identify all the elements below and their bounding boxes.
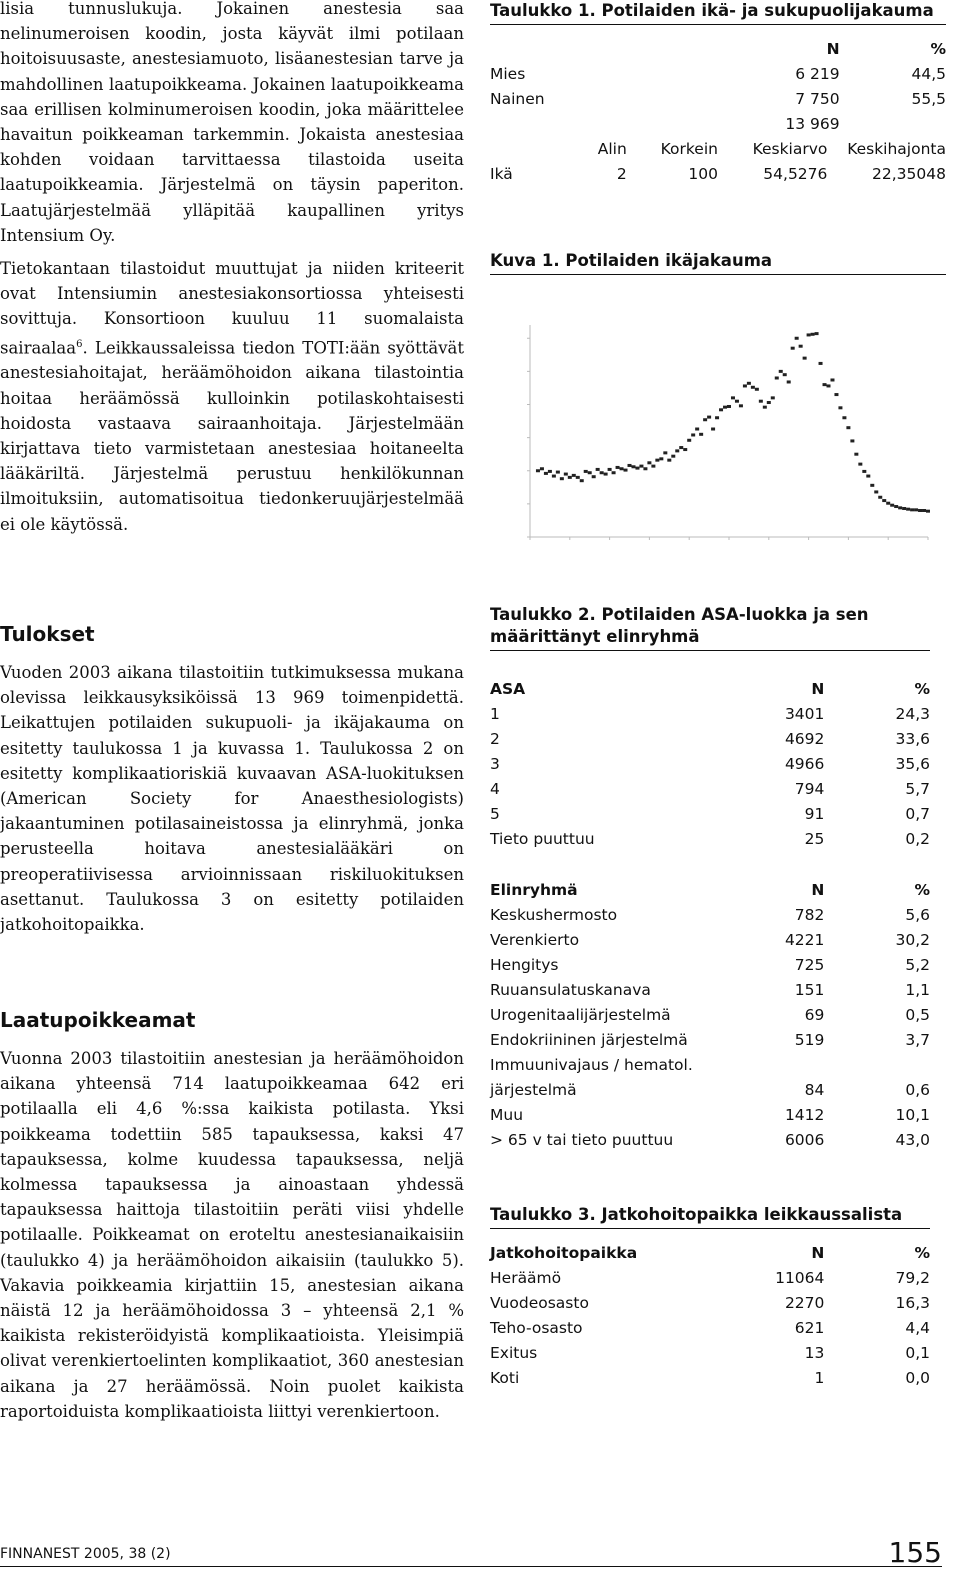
data-point	[902, 507, 906, 510]
data-point	[635, 467, 639, 470]
elin-cell-label: Hengitys	[490, 956, 559, 974]
data-point	[783, 373, 787, 376]
t3-cell-n: 1	[814, 1369, 825, 1387]
elin-cell-pct: 5,2	[905, 956, 930, 974]
cell-max: 100	[688, 165, 718, 183]
t3-cell-pct: 79,2	[895, 1269, 930, 1287]
data-point	[536, 469, 540, 472]
elin-cell-n: 782	[794, 906, 825, 924]
data-point	[643, 467, 647, 470]
data-point	[739, 404, 743, 407]
asa-cell-pct: 35,6	[895, 755, 930, 773]
asa-cell-label: 4	[490, 780, 500, 798]
elin-cell-pct	[824, 1053, 930, 1078]
cell-label: Ikä	[490, 165, 513, 183]
t3-cell-pct: 16,3	[895, 1294, 930, 1312]
table-1	[490, 0, 946, 187]
data-point	[592, 475, 596, 478]
t3-head-pct: %	[914, 1244, 930, 1262]
data-point	[699, 433, 703, 436]
data-point	[842, 416, 846, 419]
asa-cell-label: Tieto puuttuu	[490, 830, 595, 848]
elin-cell-label: Ruuansulatuskanava	[490, 981, 651, 999]
table-row	[490, 953, 930, 978]
table-row	[490, 1291, 930, 1316]
elin-cell-n	[719, 1053, 825, 1078]
data-point	[918, 509, 922, 512]
data-point	[819, 362, 823, 365]
data-point	[719, 408, 723, 411]
data-point	[890, 504, 894, 507]
data-point	[667, 459, 671, 462]
data-point	[727, 405, 731, 408]
elin-cell-pct: 10,1	[895, 1106, 930, 1124]
paragraph-deviations: Vuonna 2003 tilastoitiin anestesian ja heräämöhoidon aikana yhteensä 714 laatupoikkeamaa 642 eri potilaalla eli 4,6 %:ssa kaikista potilasta. Yksi poikkeama todettiin 585 tapauksessa, kaksi 47 tapauksessa, kolme kuudessa tapauksessa, neljä kolmessa tapauksessa ja ainoastaan yhdessä tapauksessa haittoja tilastoitiin peräti viisi yhdelle potilaalle. Poikkeamat on eroteltu anestesianaikaisiin (taulukko 4) ja heräämöhoidon aikaisiin (taulukko 5). Vakavia poikkeamia kirjattiin 15, anestesian aikana näistä 12 ja heräämöhoidossa 3 – yhteensä 2,1 % kaikista rekisteröidyistä komplikaatioista. Yleisimpiä olivat verenkiertoelinten komplikaatiot, 360 anestesian aikana ja 27 heräämössä. Noin puolet kaikista raportoiduista komplikaatioista liittyi verenkiertoon.	[0, 1049, 464, 1421]
t3-cell-label: Teho-osasto	[490, 1319, 583, 1337]
asa-cell-pct: 24,3	[895, 705, 930, 723]
table-1-head-pct: %	[930, 40, 946, 58]
asa-cell-n: 4692	[784, 730, 825, 748]
cell-n: 6 219	[795, 65, 840, 83]
data-point	[823, 383, 827, 386]
table-row	[490, 1128, 930, 1153]
left-column	[0, 0, 464, 1421]
footer-rule	[0, 1566, 942, 1567]
data-point	[647, 461, 651, 464]
t3-cell-pct: 0,1	[905, 1344, 930, 1362]
data-point	[827, 384, 831, 387]
data-point	[663, 451, 667, 454]
data-point	[544, 472, 548, 475]
table-1-head-label	[490, 37, 672, 62]
table-1-age-stats	[490, 137, 946, 187]
paragraph-variables-a: Tietokantaan tilastoidut muuttujat ja niiden kriteerit ovat Intensiumin anestesiakonsortiossa yhteisesti sovittuja. Konsortioon kuuluu 11 suomalaista sairaalaa	[0, 259, 464, 358]
data-point	[767, 401, 771, 404]
data-point	[771, 396, 775, 399]
data-point	[878, 496, 882, 499]
paragraph-intro: lisia tunnuslukuja. Jokainen anestesia saa nelinumeroisen koodin, josta käyvät ilmi potilaan hoitoisuusaste, anestesiamuoto, lisäanestesian tarve ja mahdollinen laatupoikkeama. Jokainen laatupoikkeama saa erillisen kolminumeroisen koodin, joka määrittelee havaitun poikkeaman tarkemmin. Jokaista anestesiaa kohden voidaan tarvittaessa tilastoida useita laatupoikkeamia. Järjestelmä on täysin paperiton. Laatujärjestelmää ylläpitää kaupallinen yritys Intensium Oy.	[0, 0, 464, 245]
table-2	[490, 604, 930, 1153]
data-point	[763, 406, 767, 409]
elin-cell-label: Immuunivajaus / hematol.	[490, 1056, 693, 1074]
data-point	[759, 400, 763, 403]
data-point	[834, 393, 838, 396]
asa-cell-label: 1	[490, 705, 500, 723]
data-point	[655, 459, 659, 462]
asa-cell-label: 5	[490, 805, 500, 823]
elin-head-n: N	[811, 881, 825, 899]
data-point	[564, 473, 568, 476]
table-row	[490, 1316, 930, 1341]
elin-cell-pct: 0,6	[905, 1081, 930, 1099]
table-row	[490, 1366, 930, 1391]
paragraph-variables	[0, 256, 464, 537]
data-point	[631, 465, 635, 468]
data-point	[556, 471, 560, 474]
elin-cell-label: > 65 v tai tieto puuttuu	[490, 1131, 674, 1149]
data-point	[862, 470, 866, 473]
data-point	[922, 509, 926, 512]
data-point	[898, 506, 902, 509]
stats-head-sd: Keskihajonta	[847, 140, 946, 158]
table-row	[490, 752, 930, 777]
data-point	[870, 484, 874, 487]
data-point	[568, 476, 572, 479]
heading-tulokset: Tulokset	[0, 622, 95, 646]
elin-cell-label: Endokriininen järjestelmä	[490, 1031, 688, 1049]
table-2-title: Taulukko 2. Potilaiden ASA-luokka ja sen määrittänyt elinryhmä	[490, 604, 930, 651]
elin-cell-pct: 43,0	[895, 1131, 930, 1149]
elin-cell-pct: 5,6	[905, 906, 930, 924]
data-point	[552, 475, 556, 478]
data-point	[703, 418, 707, 421]
table-2-elinryhma	[490, 878, 930, 1153]
data-point	[811, 333, 815, 336]
cell-label: Nainen	[490, 90, 545, 108]
data-point	[616, 466, 620, 469]
table-row	[490, 87, 946, 112]
t3-cell-n: 11064	[775, 1269, 825, 1287]
table-row	[490, 777, 930, 802]
data-point	[604, 473, 608, 476]
data-point	[584, 470, 588, 473]
data-point	[695, 428, 699, 431]
stats-head-min: Alin	[597, 140, 627, 158]
asa-cell-n: 91	[804, 805, 825, 823]
data-point	[787, 380, 791, 383]
stats-head-max: Korkein	[660, 140, 718, 158]
data-point	[715, 416, 719, 419]
elin-cell-pct: 30,2	[895, 931, 930, 949]
data-point	[707, 416, 711, 419]
data-point	[791, 347, 795, 350]
data-point	[608, 468, 612, 471]
table-row-total	[490, 112, 946, 137]
data-point	[926, 510, 930, 513]
asa-cell-n: 3401	[784, 705, 825, 723]
t3-cell-label: Koti	[490, 1369, 520, 1387]
data-point	[620, 467, 624, 470]
elin-cell-n: 151	[794, 981, 825, 999]
t3-cell-label: Vuodeosasto	[490, 1294, 589, 1312]
elin-cell-n: 6006	[784, 1131, 825, 1149]
cell-sd: 22,35048	[872, 165, 946, 183]
asa-cell-label: 3	[490, 755, 500, 773]
paragraph-variables-b: . Leikkaussaleissa tiedon TOTI:ään syöttävät anestesiahoitajat, heräämöhoidon aikana tilastointia hoitaa heräämössä kulloinkin potilaskohtaisesti hoidosta vastaava sairaanhoitaja. Järjestelmään kirjattava tieto varmistetaan anestesiaa hoitaneelta lääkäriltä. Järjestelmä perustuu henkilökunnan ilmoituksiin, automatisoitua tiedonkeruujärjestelmää ei ole käytössä.	[0, 338, 464, 534]
data-point	[866, 475, 870, 478]
data-point	[671, 455, 675, 458]
table-row	[490, 1078, 930, 1103]
table-row	[490, 162, 946, 187]
elin-cell-n: 1412	[784, 1106, 825, 1124]
data-point	[874, 490, 878, 493]
data-point	[882, 499, 886, 502]
cell-label: Mies	[490, 65, 526, 83]
elin-cell-label: Urogenitaalijärjestelmä	[490, 1006, 671, 1024]
t3-cell-pct: 4,4	[905, 1319, 930, 1337]
table-row	[490, 1003, 930, 1028]
elin-cell-pct: 3,7	[905, 1031, 930, 1049]
elin-cell-n: 84	[804, 1081, 825, 1099]
table-1-gender	[490, 37, 946, 137]
data-point	[886, 502, 890, 505]
data-point	[679, 446, 683, 449]
figure-1-title: Kuva 1. Potilaiden ikäjakauma	[490, 250, 946, 275]
t3-cell-n: 13	[804, 1344, 825, 1362]
data-point	[691, 433, 695, 436]
data-point	[906, 508, 910, 511]
data-point	[803, 357, 807, 360]
data-point	[815, 332, 819, 335]
data-point	[723, 406, 727, 409]
data-point	[755, 388, 759, 391]
table-row	[490, 1103, 930, 1128]
data-point	[838, 406, 842, 409]
data-point	[628, 464, 632, 467]
asa-cell-n: 4966	[784, 755, 825, 773]
table-row	[490, 727, 930, 752]
data-point	[588, 471, 592, 474]
data-point	[914, 508, 918, 511]
data-point	[540, 467, 544, 470]
table-row	[490, 978, 930, 1003]
data-point	[799, 345, 803, 348]
data-point	[683, 448, 687, 451]
stats-head-mean: Keskiarvo	[752, 140, 828, 158]
data-point	[612, 471, 616, 474]
data-point	[751, 386, 755, 389]
asa-head-label: ASA	[490, 680, 526, 698]
data-point	[858, 463, 862, 466]
data-point	[846, 426, 850, 429]
table-row	[490, 1028, 930, 1053]
data-point	[596, 468, 600, 471]
t3-cell-n: 2270	[784, 1294, 825, 1312]
t3-cell-pct: 0,0	[905, 1369, 930, 1387]
data-point	[854, 453, 858, 456]
elin-head-label: Elinryhmä	[490, 881, 578, 899]
paragraph-results: Vuoden 2003 aikana tilastoitiin tutkimuksessa mukana olevissa leikkausyksiköissä 13 969 toimenpidettä. Leikattujen potilaiden sukupuoli- ja ikäjakauma on esitetty taulukossa 1 ja kuvassa 1. Taulukossa 2 on esitetty komplikaatioriskiä kuvaavan ASA-luokituksen (American Society for Anaesthesiologists) jakaantuminen potilasaineistossa ja elinryhmä, jonka perusteella hoitava anestesialääkäri on preoperatiivisessa arvioinnissaan riskiluokituksen asettanut. Taulukossa 3 on esitetty potilaiden jatkohoitopaikka.	[0, 663, 464, 935]
heading-laatupoikkeamat: Laatupoikkeamat	[0, 1008, 196, 1032]
cell-pct: 44,5	[911, 65, 946, 83]
asa-cell-pct: 5,7	[905, 780, 930, 798]
data-point	[711, 428, 715, 431]
data-point	[910, 508, 914, 511]
table-row	[490, 62, 946, 87]
cell-n: 7 750	[795, 90, 840, 108]
table-row	[490, 702, 930, 727]
t3-cell-label: Heräämö	[490, 1269, 562, 1287]
data-point	[731, 396, 735, 399]
elin-cell-n: 4221	[784, 931, 825, 949]
figure-1	[490, 250, 946, 569]
table-row	[490, 1341, 930, 1366]
data-point	[651, 465, 655, 468]
asa-cell-pct: 0,7	[905, 805, 930, 823]
cell-mean: 54,5276	[763, 165, 828, 183]
data-point	[600, 471, 604, 474]
elin-cell-label: Keskushermosto	[490, 906, 618, 924]
data-point	[775, 377, 779, 380]
data-point	[560, 477, 564, 480]
data-point	[659, 457, 663, 460]
cell-pct: 55,5	[911, 90, 946, 108]
data-point	[850, 439, 854, 442]
data-point	[747, 382, 751, 385]
data-point	[735, 400, 739, 403]
table-row	[490, 928, 930, 953]
data-point	[572, 474, 576, 477]
data-point	[779, 370, 783, 373]
elin-cell-label: järjestelmä	[490, 1081, 577, 1099]
asa-head-pct: %	[914, 680, 930, 698]
age-distribution-chart	[498, 305, 938, 565]
t3-head-label: Jatkohoitopaikka	[490, 1244, 638, 1262]
elin-head-pct: %	[914, 881, 930, 899]
cell-min: 2	[616, 165, 627, 183]
table-1-head-n: N	[826, 40, 840, 58]
asa-head-n: N	[811, 680, 825, 698]
elin-cell-n: 69	[804, 1006, 825, 1024]
t3-head-n: N	[811, 1244, 825, 1262]
data-point	[624, 469, 628, 472]
table-3	[490, 1204, 930, 1391]
data-point	[639, 465, 643, 468]
data-point	[894, 505, 898, 508]
data-point	[743, 384, 747, 387]
data-point	[675, 449, 679, 452]
data-point	[807, 333, 811, 336]
asa-cell-n: 794	[794, 780, 825, 798]
cell-total: 13 969	[785, 115, 840, 133]
asa-cell-pct: 0,2	[905, 830, 930, 848]
journal-citation: FINNANEST 2005, 38 (2)	[0, 1546, 171, 1562]
data-point	[795, 337, 799, 340]
elin-cell-pct: 1,1	[905, 981, 930, 999]
elin-cell-pct: 0,5	[905, 1006, 930, 1024]
t3-cell-label: Exitus	[490, 1344, 538, 1362]
data-point	[580, 479, 584, 482]
footnote-ref: 6	[76, 338, 83, 350]
data-point	[548, 470, 552, 473]
elin-cell-n: 725	[794, 956, 825, 974]
data-point	[576, 476, 580, 479]
table-row	[490, 1053, 930, 1078]
table-3-body	[490, 1241, 930, 1391]
elin-cell-label: Verenkierto	[490, 931, 580, 949]
table-row	[490, 802, 930, 827]
table-2-asa	[490, 677, 930, 852]
page-number: 155	[888, 1536, 942, 1569]
table-3-title: Taulukko 3. Jatkohoitopaikka leikkaussalista	[490, 1204, 930, 1229]
table-row	[490, 1266, 930, 1291]
asa-cell-pct: 33,6	[895, 730, 930, 748]
data-point	[687, 439, 691, 442]
table-row	[490, 903, 930, 928]
table-1-title: Taulukko 1. Potilaiden ikä- ja sukupuolijakauma	[490, 0, 946, 25]
elin-cell-n: 519	[794, 1031, 825, 1049]
asa-cell-n: 25	[804, 830, 825, 848]
data-point	[830, 378, 834, 381]
asa-cell-label: 2	[490, 730, 500, 748]
table-row	[490, 827, 930, 852]
t3-cell-n: 621	[794, 1319, 825, 1337]
elin-cell-label: Muu	[490, 1106, 524, 1124]
